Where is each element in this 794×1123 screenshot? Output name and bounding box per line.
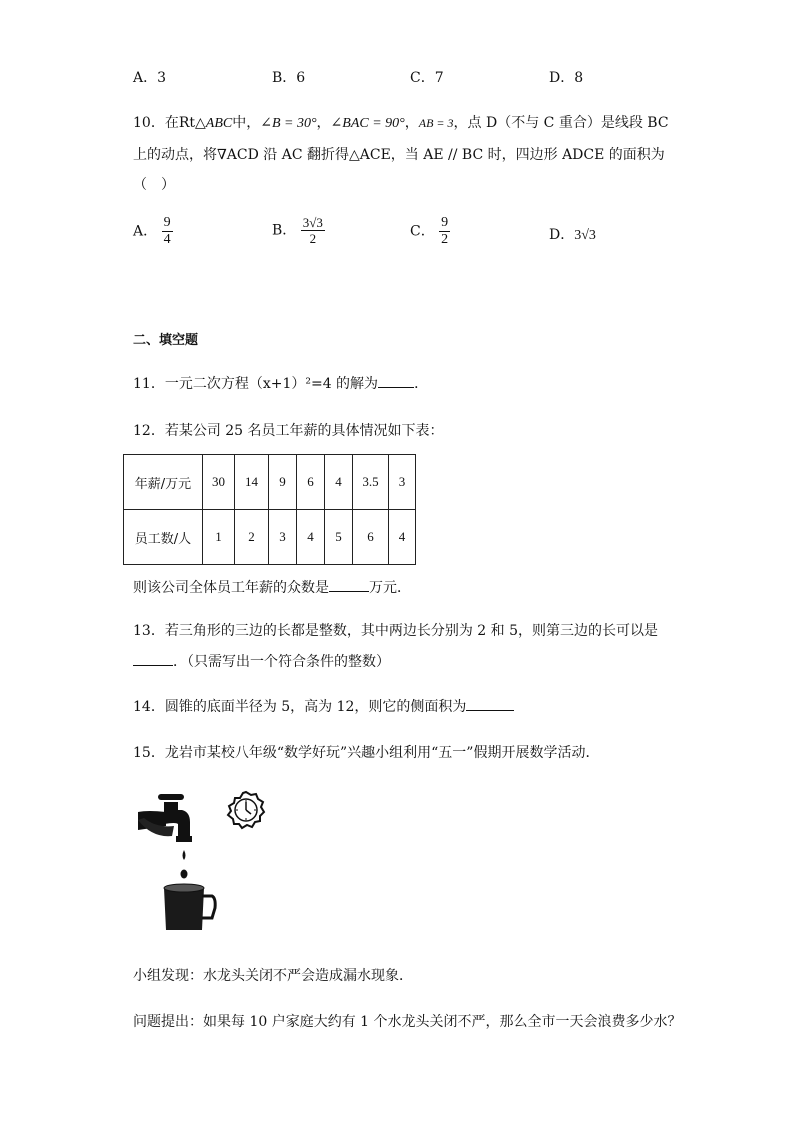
q10-option-c-fraction bbox=[439, 216, 450, 247]
water-drop-icon bbox=[181, 870, 188, 879]
table-cell: 4 bbox=[325, 455, 353, 510]
table-row bbox=[124, 510, 416, 565]
faucet-illustration bbox=[138, 790, 278, 940]
table-cell: 1 bbox=[203, 510, 235, 565]
table-cell: 14 bbox=[235, 455, 269, 510]
answer-blank[interactable] bbox=[133, 653, 173, 666]
q10-line1: 10．在Rt△ABC中，∠B = 30°，∠BAC = 90°，AB = 3，点 D（不与 C 重合）是线段 BC bbox=[133, 115, 669, 131]
q15-found: 小组发现：水龙头关闭不严会造成漏水现象． bbox=[133, 968, 413, 984]
fraction-numerator: 9 bbox=[441, 215, 449, 230]
clock-icon bbox=[228, 792, 264, 828]
q13-line1: 13．若三角形的三边的长都是整数，其中两边长分别为 2 和 5，则第三边的长可以是 bbox=[133, 623, 658, 639]
q10-option-d-label: D． bbox=[549, 227, 575, 243]
q9-option-c: C．7 bbox=[410, 70, 444, 86]
table-cell: 5 bbox=[325, 510, 353, 565]
q9-option-d: D．8 bbox=[549, 70, 584, 86]
q11 bbox=[133, 373, 428, 393]
q10-angle-b: ∠B = 30° bbox=[260, 116, 317, 131]
q10-rt: Rt bbox=[178, 115, 195, 131]
q10-option-d bbox=[549, 224, 596, 244]
table-cell: 2 bbox=[235, 510, 269, 565]
cup-icon bbox=[164, 884, 215, 930]
q10-option-b bbox=[272, 216, 325, 245]
q10-option-c-label: C． bbox=[410, 223, 435, 240]
q10-point-d: ，点 D（不与 C 重合）是线段 BC bbox=[453, 115, 669, 131]
q10-option-b-label: B． bbox=[272, 222, 297, 239]
q10-zhong: 中， bbox=[232, 115, 261, 131]
section-title: 二、填空题 bbox=[133, 333, 199, 348]
q12-after-text: 则该公司全体员工年薪的众数是 bbox=[133, 580, 329, 596]
q13-line2 bbox=[133, 651, 390, 671]
fraction-numerator: 3√3 bbox=[302, 215, 323, 230]
q10-angle-bac: ∠BAC = 90° bbox=[330, 116, 405, 131]
q9-option-b: B．6 bbox=[272, 70, 306, 86]
q14 bbox=[133, 696, 514, 716]
fraction-denominator: 4 bbox=[163, 232, 171, 247]
q14-text: 14．圆锥的底面半径为 5，高为 12，则它的侧面积为 bbox=[133, 699, 467, 715]
table-row bbox=[124, 455, 416, 510]
q10-option-a bbox=[133, 216, 173, 247]
q10-option-b-fraction bbox=[301, 216, 325, 245]
q10-triangle: △ABC bbox=[195, 116, 233, 131]
q13-line2-text: ．（只需写出一个符合条件的整数） bbox=[173, 654, 390, 670]
answer-blank[interactable] bbox=[378, 375, 414, 388]
q10-prefix: 10．在 bbox=[133, 115, 179, 131]
q15-text: 15．龙岩市某校八年级“数学好玩”兴趣小组利用“五一”假期开展数学活动． bbox=[133, 745, 600, 761]
fraction-numerator: 9 bbox=[163, 215, 171, 230]
table-cell: 3 bbox=[389, 455, 416, 510]
table-cell: 3 bbox=[269, 510, 297, 565]
answer-blank[interactable] bbox=[329, 579, 369, 592]
fraction-denominator: 2 bbox=[309, 231, 317, 246]
q10-option-d-value: 3√3 bbox=[574, 228, 596, 243]
q9-option-a: A．3 bbox=[133, 70, 167, 86]
fraction-denominator: 2 bbox=[441, 232, 449, 247]
table-cell: 6 bbox=[353, 510, 389, 565]
q10-paren: （ ） bbox=[133, 177, 175, 193]
q12-after bbox=[133, 577, 411, 597]
q15-question: 问题提出：如果每 10 户家庭大约有 1 个水龙头关闭不严，那么全市一天会浪费多少水？ bbox=[133, 1014, 682, 1030]
q10-option-c bbox=[410, 216, 450, 247]
q10-option-a-label: A． bbox=[133, 223, 158, 240]
q10-line2: 上的动点，将∇ACD 沿 AC 翻折得△ACE，当 AE // BC 时，四边形 ADCE 的面积为 bbox=[133, 147, 665, 163]
table-cell: 3.5 bbox=[353, 455, 389, 510]
q10-option-a-fraction bbox=[162, 216, 173, 247]
q12-after-end: 万元． bbox=[369, 580, 411, 596]
row-header-salary: 年薪/万元 bbox=[124, 455, 203, 510]
q12-text: 12．若某公司 25 名员工年薪的具体情况如下表： bbox=[133, 423, 444, 439]
water-drop-icon bbox=[183, 850, 186, 860]
answer-blank[interactable] bbox=[466, 698, 514, 711]
table-cell: 4 bbox=[297, 510, 325, 565]
table-cell: 9 bbox=[269, 455, 297, 510]
table-cell: 30 bbox=[203, 455, 235, 510]
q11-end: ． bbox=[414, 376, 429, 392]
table-cell: 4 bbox=[389, 510, 416, 565]
faucet-icon bbox=[138, 794, 192, 842]
q11-text: 11．一元二次方程（x+1）²=4 的解为 bbox=[133, 376, 379, 392]
q10-ab: AB = 3 bbox=[418, 116, 454, 130]
table-cell: 6 bbox=[297, 455, 325, 510]
row-header-employees: 员工数/人 bbox=[124, 510, 203, 565]
salary-table bbox=[123, 454, 416, 565]
